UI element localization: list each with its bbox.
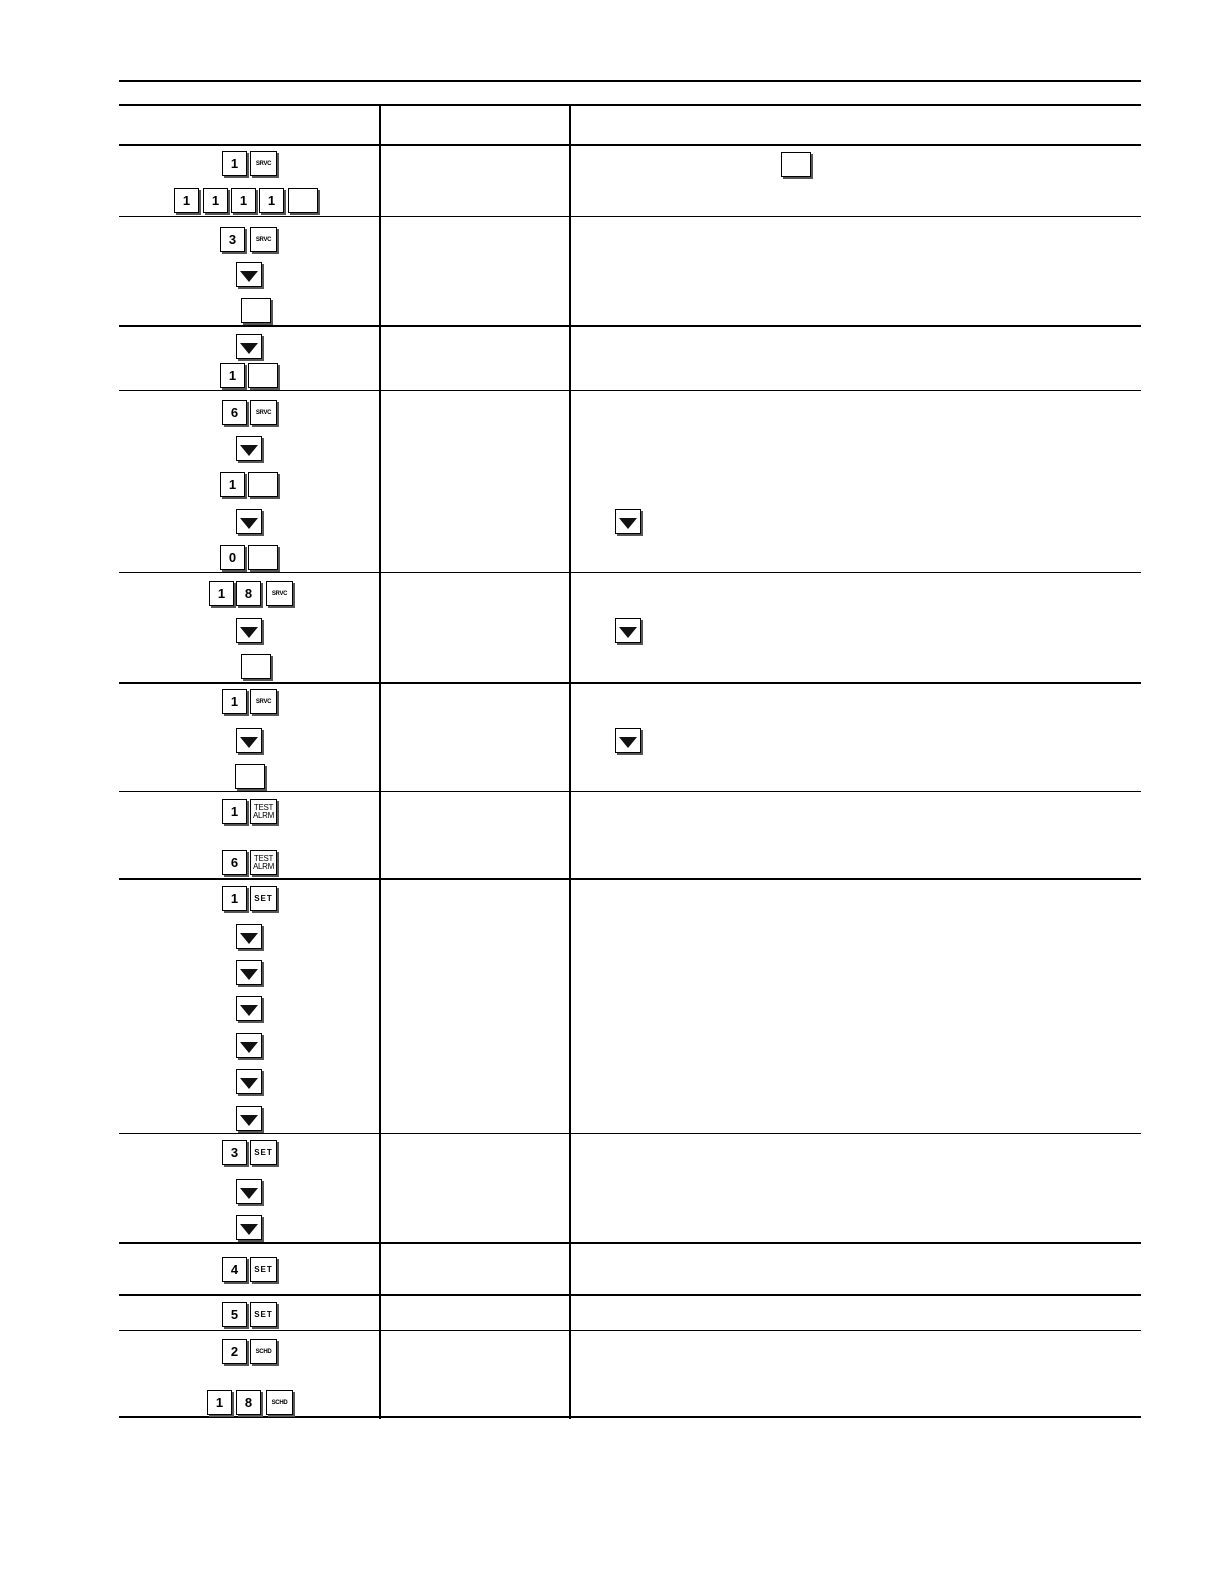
down-arrow-icon: [615, 509, 641, 534]
down-arrow-icon: [236, 1106, 262, 1131]
row-divider: [119, 216, 1141, 217]
blank-key: [241, 654, 271, 679]
down-arrow-icon: [615, 728, 641, 753]
row-divider: [119, 791, 1141, 792]
key-schd: SCHD: [250, 1339, 277, 1364]
column-divider: [379, 104, 381, 1419]
key-4: 4: [222, 1257, 247, 1282]
row-divider: [119, 325, 1141, 327]
key-1: 1: [174, 188, 199, 213]
down-arrow-icon: [236, 436, 262, 461]
key-1: 1: [222, 689, 247, 714]
key-1: 1: [231, 188, 256, 213]
row-divider: [119, 572, 1141, 573]
key-2: 2: [222, 1339, 247, 1364]
key-alrm-label: ALRM: [252, 861, 275, 871]
row-divider: [119, 682, 1141, 684]
key-3: 3: [220, 227, 245, 252]
column-divider: [569, 104, 571, 1419]
row-divider: [119, 1242, 1141, 1244]
down-arrow-icon: [236, 509, 262, 534]
key-srvc: SRVC: [266, 581, 293, 606]
key-schd: SCHD: [266, 1390, 293, 1415]
blank-key: [248, 472, 278, 497]
row-divider: [119, 878, 1141, 880]
key-set: SET: [250, 886, 277, 911]
key-srvc: SRVC: [250, 400, 277, 425]
down-arrow-icon: [236, 618, 262, 643]
down-arrow-icon: [236, 1179, 262, 1204]
key-test-alrm: [250, 799, 277, 824]
key-6: 6: [222, 850, 247, 875]
key-8: 8: [236, 1390, 261, 1415]
key-1: 1: [220, 472, 245, 497]
key-srvc: SRVC: [250, 151, 277, 176]
key-test-alrm: [250, 850, 277, 875]
key-set: SET: [250, 1257, 277, 1282]
key-alrm-label: ALRM: [252, 810, 275, 820]
key-srvc: SRVC: [250, 227, 277, 252]
down-arrow-icon: [236, 1033, 262, 1058]
down-arrow-icon: [236, 262, 262, 287]
down-arrow-icon: [236, 960, 262, 985]
key-1: 1: [259, 188, 284, 213]
key-5: 5: [222, 1302, 247, 1327]
key-srvc: SRVC: [250, 689, 277, 714]
down-arrow-icon: [236, 996, 262, 1021]
key-test-label: TEST: [253, 802, 274, 812]
table-bottom-rule: [119, 1416, 1141, 1418]
top-rule: [119, 80, 1141, 82]
key-1: 1: [207, 1390, 232, 1415]
header-top-rule: [119, 104, 1141, 106]
key-6: 6: [222, 400, 247, 425]
key-set: SET: [250, 1140, 277, 1165]
key-1: 1: [222, 799, 247, 824]
down-arrow-icon: [236, 1215, 262, 1240]
blank-key: [288, 188, 318, 213]
row-divider: [119, 390, 1141, 391]
row-divider: [119, 1330, 1141, 1331]
key-8: 8: [236, 581, 261, 606]
row-divider: [119, 1294, 1141, 1296]
key-1: 1: [222, 151, 247, 176]
row-divider: [119, 1133, 1141, 1134]
down-arrow-icon: [236, 728, 262, 753]
key-set: SET: [250, 1302, 277, 1327]
header-bottom-rule: [119, 144, 1141, 146]
blank-key: [241, 298, 271, 323]
down-arrow-icon: [236, 334, 262, 359]
blank-key: [781, 152, 811, 177]
key-1: 1: [203, 188, 228, 213]
key-1: 1: [222, 886, 247, 911]
key-0: 0: [220, 545, 245, 570]
down-arrow-icon: [236, 924, 262, 949]
down-arrow-icon: [236, 1069, 262, 1094]
key-1: 1: [220, 363, 245, 388]
blank-key: [248, 363, 278, 388]
key-test-label: TEST: [253, 853, 274, 863]
down-arrow-icon: [615, 618, 641, 643]
key-1: 1: [209, 581, 234, 606]
key-3: 3: [222, 1140, 247, 1165]
blank-key: [235, 764, 265, 789]
blank-key: [248, 545, 278, 570]
